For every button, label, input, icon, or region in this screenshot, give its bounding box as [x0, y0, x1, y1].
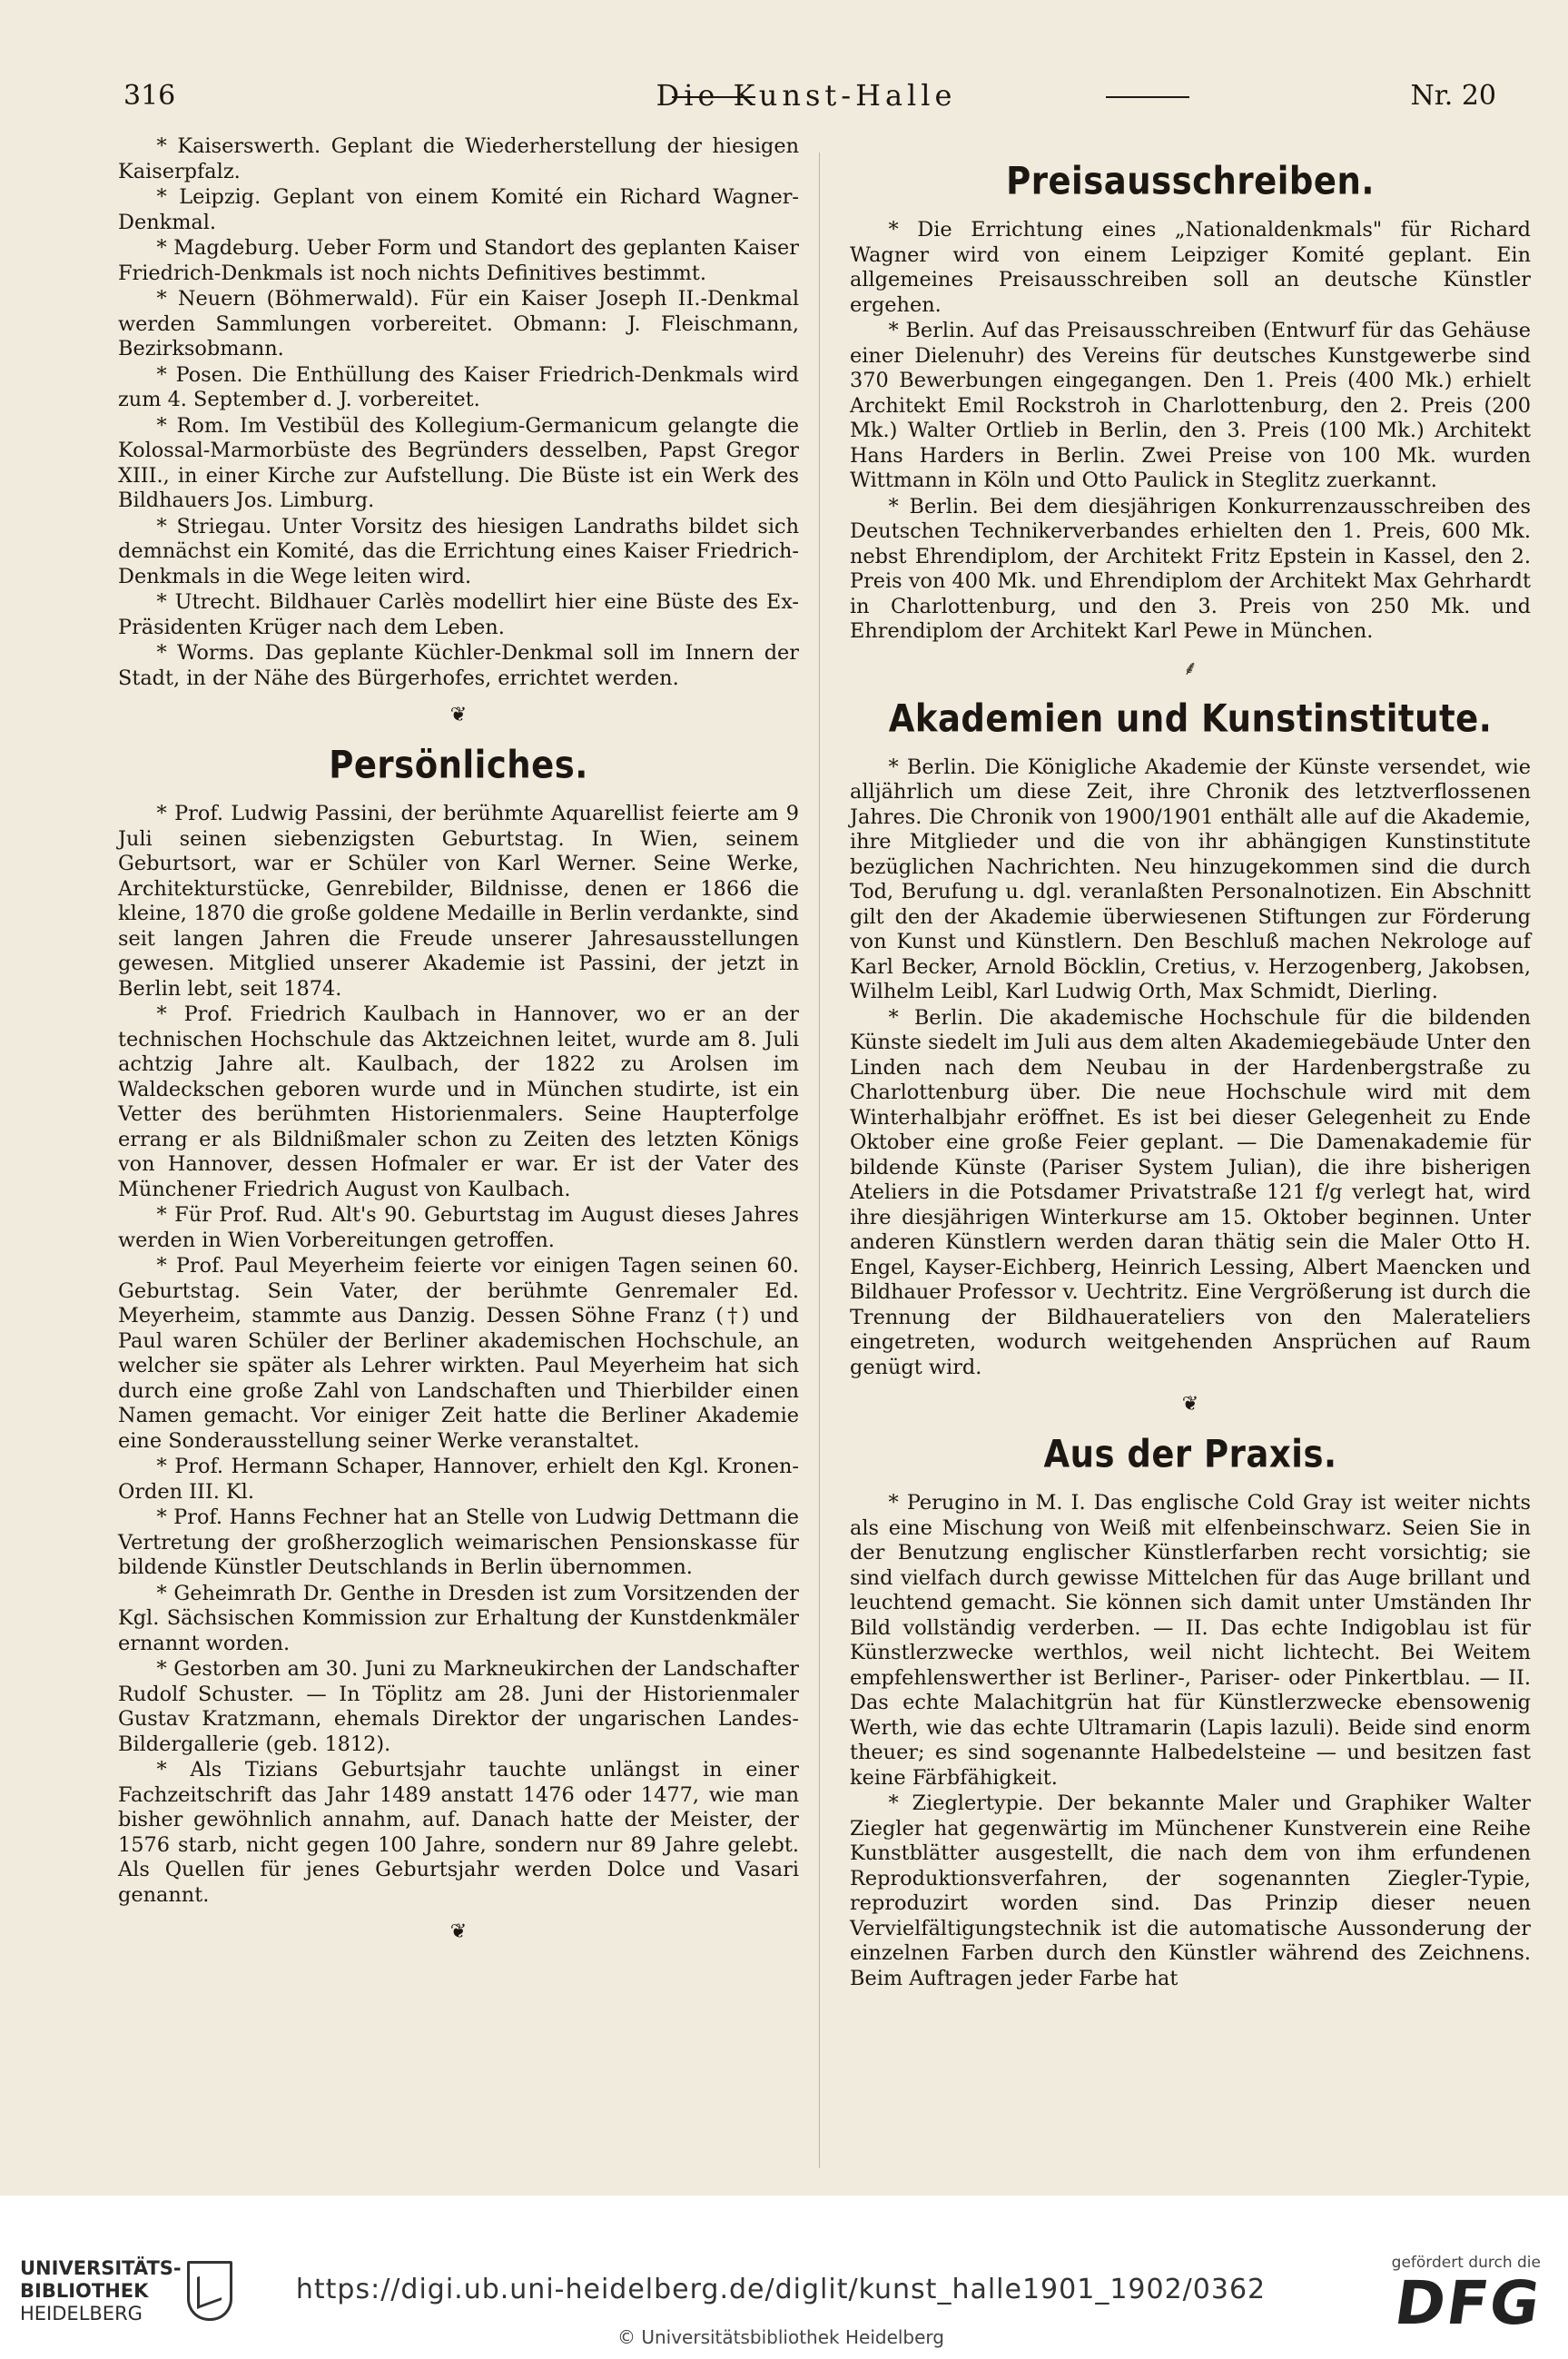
header-ornament-right	[1106, 96, 1189, 98]
item-technikerverband: * Berlin. Bei dem diesjährigen Konkurrenzausschreiben des Deutschen Technikerverbandes erhielten den 1. Preis, 600 Mk. nebst Ehrendiplom, der Architekt Fritz Epstein in Kassel, den 2. Preis von 400 Mk. und Ehrendiplom der Architekt Max Gehrhardt in Charlottenburg, und den 3. Preis von 250 Mk. und Ehrendiplom der Architekt Karl Pewe in München.	[850, 494, 1531, 643]
library-name-line2: BIBLIOTHEK	[20, 2280, 149, 2302]
section-heading-akademien: Akademien und Kunstinstitute.	[888, 696, 1493, 741]
item-zieglertypie: * Zieglertypie. Der bekannte Maler und Graphiker Walter Ziegler hat gegenwärtig im Münchener Kunstverein eine Reihe Kunstblätter ausgestellt, die nach dem von ihm erfundenen Reproduktionsverfahren, der sogenannten Ziegler-Typie, reproduzirt worden sind. Das Prinzip dieser neuen Vervielfältigungstechnik ist die automatische Aussonderung der einzelnen Farben durch den Künstler während des Zeichnens. Beim Auftragen jeder Farbe hat	[850, 1791, 1531, 1990]
item-alt: * Für Prof. Rud. Alt's 90. Geburtstag im August dieses Jahres werden in Wien Vorbereitungen getroffen.	[118, 1203, 799, 1252]
notice-neuern: * Neuern (Böhmerwald). Für ein Kaiser Joseph II.-Denkmal werden Sammlungen vorbereitet. Obmann: J. Fleischmann, Bezirksobmann.	[118, 287, 799, 360]
section-heading-praxis: Aus der Praxis.	[1043, 1432, 1337, 1476]
library-name-line1: UNIVERSITÄTS-	[20, 2257, 182, 2279]
item-kaulbach: * Prof. Friedrich Kaulbach in Hannover, wo er an der technischen Hochschule das Aktzeichnen leitet, wurde am 8. Juli achtzig Jahre alt. Kaulbach, der 1822 zu Arolsen im Waldeckschen geboren wurde und in München studirte, ist ein Vetter des berühmten Historienmalers. Seine Haupterfolge errang er als Bildnißmaler schon zu Zeiten des letzten Königs von Hannover, dessen Hofmaler er war. Er ist der Vater des Münchener Friedrich August von Kaulbach.	[118, 1002, 799, 1201]
journal-title: Die Kunst-Halle	[656, 78, 957, 113]
section-ornament: ⸙	[1182, 656, 1198, 680]
item-meyerheim: * Prof. Paul Meyerheim feierte vor einigen Tagen seinen 60. Geburtstag. Sein Vater, der berühmte Genremaler Ed. Meyerheim, stammte aus Danzig. Dessen Söhne Franz (†) und Paul waren Schüler der Berliner akademischen Hochschule, an welcher sie später als Lehrer wirkten. Paul Meyerheim hat sich durch eine große Zahl von Landschaften und Thierbilder einen Namen gemacht. Vor einiger Zeit hatte die Berliner Akademie eine Sonderausstellung seiner Werke veranstaltet.	[118, 1254, 799, 1453]
page-header	[116, 78, 1496, 118]
notice-utrecht: * Utrecht. Bildhauer Carlès modellirt hier eine Büste des Ex-Präsidenten Krüger nach dem Leben.	[118, 590, 799, 639]
right-column	[850, 134, 1531, 1992]
library-shield-icon	[187, 2261, 232, 2321]
item-dielenuhr: * Berlin. Auf das Preisausschreiben (Entwurf für das Gehäuse einer Dielenuhr) des Vereins für deutsches Kunstgewerbe sind 370 Bewerbungen eingegangen. Den 1. Preis (400 Mk.) erhielt Architekt Emil Rockstroh in Charlottenburg, den 2. Preis (200 Mk.) Walter Ortlieb in Berlin, den 3. Preis (100 Mk.) Architekt Hans Harders in Berlin. Zwei Preise von 100 Mk. wurden Wittmann in Köln und Otto Paulick in Steglitz zuerkannt.	[850, 319, 1531, 492]
issue-number: Nr. 20	[1410, 80, 1496, 112]
notice-leipzig: * Leipzig. Geplant von einem Komité ein Richard Wagner-Denkmal.	[118, 185, 799, 234]
notice-rom: * Rom. Im Vestibül des Kollegium-Germanicum gelangte die Kolossal-Marmorbüste des Begründers desselben, Papst Gregor XIII., in einer Kirche zur Aufstellung. Die Büste ist ein Werk des Bildhauers Jos. Limburg.	[118, 413, 799, 512]
item-perugino: * Perugino in M. I. Das englische Cold Gray ist weiter nichts als eine Mischung von Weiß mit elfenbeinschwarz. Seien Sie in der Benutzung englischer Künstlerfarben recht vorsichtig; sie sind vielfach durch gewisse Mittelchen für das Auge brillant und leuchtend gemacht. Sie können sich damit unter Umständen Ihr Bild vollständig verderben. — II. Das echte Indigoblau ist für Künstlerzwecke werthlos, weil nicht lichtecht. Bei Weitem empfehlenswerther ist Berliner-, Pariser- oder Pinkertblau. — II. Das echte Malachitgrün hat für Künstlerzwecke ebensowenig Werth, wie das echte Ultramarin (Lapis lazuli). Beide sind enorm theuer; es sind sogenannte Halbedelsteine — und besitzen fast keine Färbfähigkeit.	[850, 1491, 1531, 1790]
permalink-url[interactable]: https://digi.ub.uni-heidelberg.de/diglit/kunst_halle1901_1902/0362	[295, 2274, 1267, 2305]
library-name-line3: HEIDELBERG	[20, 2303, 143, 2324]
item-schaper: * Prof. Hermann Schaper, Hannover, erhielt den Kgl. Kronen-Orden III. Kl.	[118, 1455, 799, 1504]
item-akademie-chronik: * Berlin. Die Königliche Akademie der Künste versendet, wie alljährlich um diese Zeit, ihre Chronik des letztverflossenen Jahres. Die Chronik von 1900/1901 enthält alle auf die Akademie, ihre Mitglieder und die von ihr abhängigen Kunstinstitute bezüglichen Nachrichten. Neu hinzugekommen sind die durch Tod, Berufung u. dgl. veranlaßten Personalnotizen. Ein Abschnitt gilt den der Akademie überwiesenen Stiftungen zur Förderung von Kunst und Künstlern. Den Beschluß machen Nekrologe auf Karl Becker, Arnold Böcklin, Cretius, v. Herzogenberg, Jakobsen, Wilhelm Leibl, Karl Ludwig Orth, Max Schmidt, Dierling.	[850, 755, 1531, 1003]
item-fechner: * Prof. Hanns Fechner hat an Stelle von Ludwig Dettmann die Vertretung der großherzoglich weimarischen Pensionskasse für bildende Künstler Deutschlands in Berlin übernommen.	[118, 1505, 799, 1579]
column-divider	[819, 153, 820, 2168]
section-ornament: ❦	[1181, 1393, 1199, 1416]
page-number: 316	[123, 80, 176, 112]
item-passini: * Prof. Ludwig Passini, der berühmte Aquarellist feierte am 9 Juli seinen siebenzigsten Geburtstag. In Wien, seinem Geburtsort, war er Schüler von Karl Werner. Seine Werke, Architekturstücke, Genrebilder, Bildnisse, denen er 1866 die kleine, 1870 die große goldene Medaille in Berlin verdankte, sind seit langen Jahren die Freude unserer Jahresausstellungen gewesen. Mitglied unserer Akademie ist Passini, der jetzt in Berlin lebt, seit 1874.	[118, 802, 799, 1001]
funded-by-label: gefördert durch die	[1391, 2254, 1541, 2272]
funder-logo[interactable]	[1390, 2254, 1546, 2338]
notice-magdeburg: * Magdeburg. Ueber Form und Standort des geplanten Kaiser Friedrich-Denkmals ist noch nichts Definitives bestimmt.	[118, 236, 799, 285]
item-obituaries: * Gestorben am 30. Juni zu Markneukirchen der Landschafter Rudolf Schuster. — In Töplitz am 28. Juni der Historienmaler Gustav Kratzmann, ehemals Direktor der ungarischen Landes-Bildergallerie (geb. 1812).	[118, 1657, 799, 1756]
item-hochschule: * Berlin. Die akademische Hochschule für die bildenden Künste siedelt im Juli aus dem alten Akademiegebäude Unter den Linden nach dem Neubau in der Hardenbergstraße zu Charlottenburg über. Die neue Hochschule wird mit dem Winterhalbjahr eröffnet. Es ist bei dieser Gelegenheit zu Ende Oktober eine große Feier geplant. — Die Damenakademie für bildende Künste (Pariser System Julian), die ihre bisherigen Ateliers in die Potsdamer Privatstraße 121 f/g verlegt hat, wird ihre diesjährigen Winterkurse am 15. Oktober beginnen. Unter anderen Künstlern werden daran thätig sein die Maler Otto H. Engel, Kayser-Eichberg, Heinrich Lessing, Albert Maencken und Bildhauer Professor v. Uechtritz. Eine Vergrößerung ist durch die Trennung der Bildhauerateliers von den Malerateliers eingetreten, wodurch weitgehenden Ansprüchen auf Raum genügt wird.	[850, 1005, 1531, 1379]
library-logo[interactable]	[20, 2257, 182, 2325]
digitization-footer	[0, 2196, 1568, 2359]
section-ornament: ❦	[449, 1920, 468, 1943]
item-wagner-denkmal: * Die Errichtung eines „Nationaldenkmals" für Richard Wagner wird von einem Leipziger Komité geplant. Ein allgemeines Preisausschreiben soll an deutsche Künstler ergehen.	[850, 218, 1531, 317]
notice-striegau: * Striegau. Unter Vorsitz des hiesigen Landraths bildet sich demnächst ein Komité, das die Errichtung eines Kaiser Friedrich-Denkmals in die Wege leiten wird.	[118, 514, 799, 588]
notice-posen: * Posen. Die Enthüllung des Kaiser Friedrich-Denkmals wird zum 4. September d. J. vorbereitet.	[118, 362, 799, 411]
item-tizian: * Als Tizians Geburtsjahr tauchte unlängst in einer Fachzeitschrift das Jahr 1489 anstatt 1476 oder 1477, wie man bisher gewöhnlich annahm, auf. Danach hatte der Meister, der 1576 starb, nicht gegen 100 Jahre, sondern nur 89 Jahre gelebt. Als Quellen für jenes Geburtsjahr werden Dolce und Vasari genannt.	[118, 1758, 799, 1907]
dfg-logo-icon: DFG	[1390, 2268, 1546, 2338]
notice-worms: * Worms. Das geplante Küchler-Denkmal soll im Innern der Stadt, in der Nähe des Bürgerhofes, errichtet werden.	[118, 641, 799, 690]
section-ornament: ❦	[449, 704, 468, 726]
left-column	[118, 134, 799, 1949]
section-heading-preisausschreiben: Preisausschreiben.	[1006, 159, 1375, 203]
item-genthe: * Geheimrath Dr. Genthe in Dresden ist zum Vorsitzenden der Kgl. Sächsischen Kommission zur Erhaltung der Kunstdenkmäler ernannt worden.	[118, 1581, 799, 1655]
copyright-notice: © Universitätsbibliothek Heidelberg	[616, 2326, 944, 2348]
section-heading-personliches: Persönliches.	[329, 743, 588, 787]
notice-kaiserswerth: * Kaiserswerth. Geplant die Wiederherstellung der hiesigen Kaiserpfalz.	[118, 134, 799, 183]
